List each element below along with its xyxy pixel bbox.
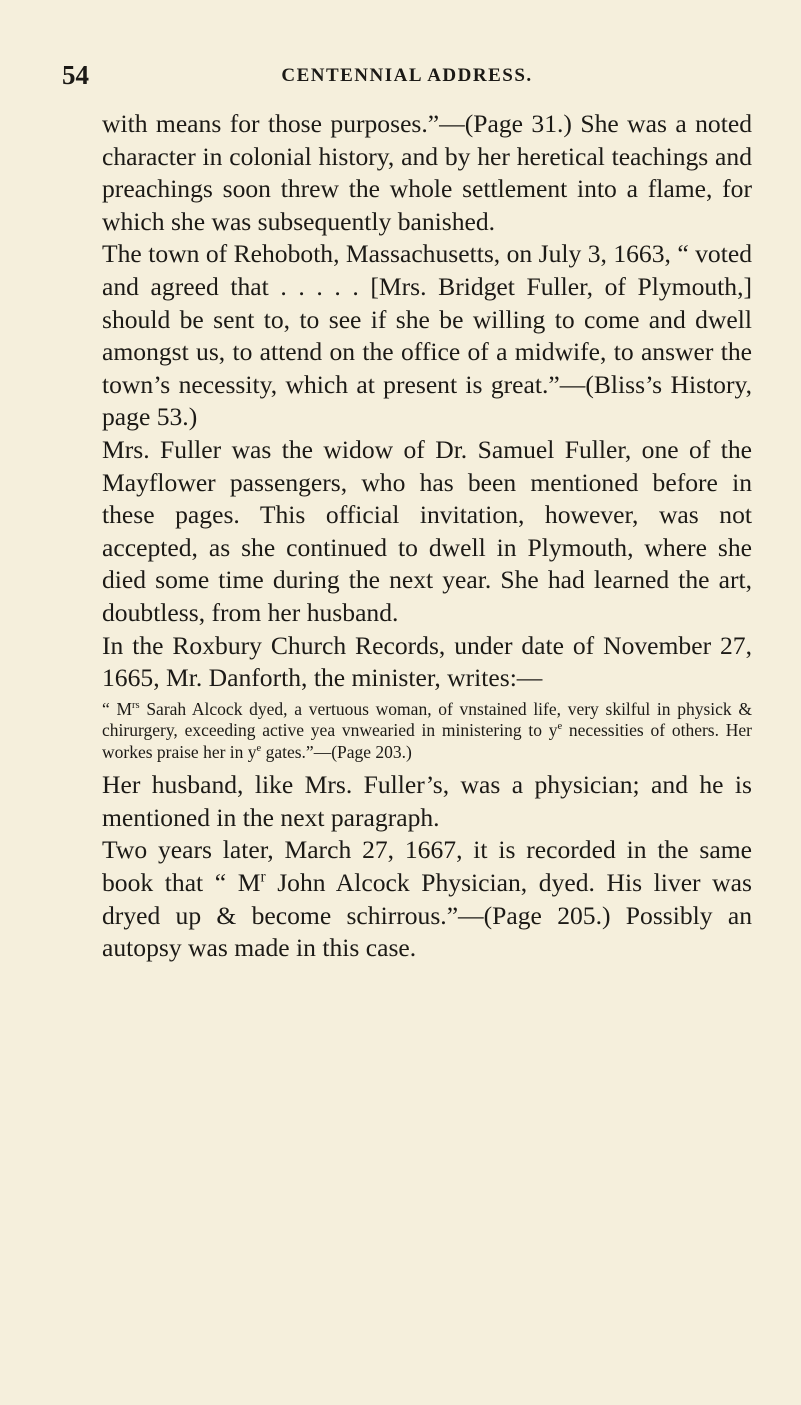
paragraph-roxbury: In the Roxbury Church Records, under date of November 27, 1665, Mr. Danforth, the minister, writes:—	[102, 630, 752, 693]
page-number: 54	[62, 60, 89, 90]
last-paragraph-text-1: Two years later, March 27, 1667, it is recorded in the same book that “ M	[102, 835, 752, 897]
paragraph-rehoboth: The town of Rehoboth, Massachusetts, on July 3, 1663, “ voted and agreed that . . . . . [Mrs. Bridget Fuller, of Plymouth,] should be sent to, to see if she be willing to come and dwell amongst us, to attend on the office of a midwife, to answer the town’s necessity, which at present is great.”—(Bliss’s History, page 53.)	[102, 239, 752, 432]
paragraph-mrs-fuller: Mrs. Fuller was the widow of Dr. Samuel Fuller, one of the Mayflower passengers, who has been mentioned before in these pages. This official invitation, however, was not accepted, as she continued to dwell in Plymouth, where she died some time during the next year. She had learned the art, doubtless, from her husband.	[102, 434, 752, 627]
last-paragraph-sup-r: r	[260, 868, 266, 886]
paragraph-two-years-later	[102, 834, 752, 964]
last-paragraph-text-2: John Alcock Physician, dyed. His liver was dryed up & become schirrous.”—(Page 205.) Possibly an autopsy was made in this case.	[102, 867, 752, 963]
quote-text-3: gates.”—(Page 203.)	[261, 741, 412, 762]
running-head	[62, 60, 752, 96]
quote-text-2: necessities of others. Her workes praise her in y	[102, 720, 752, 762]
paragraph-husband: Her husband, like Mrs. Fuller’s, was a physician; and he is mentioned in the next paragraph.	[102, 770, 752, 832]
quote-sup-e2: e	[256, 742, 262, 754]
block-quote	[102, 699, 752, 764]
quote-open: “ M	[102, 698, 133, 719]
body-text	[102, 108, 752, 965]
quote-text-1: Sarah Alcock dyed, a vertuous woman, of vnstained life, very skilful in physick & chirurgery, exceeding active yea vnwearied in ministering to y	[102, 698, 752, 741]
running-title: CENTENNIAL ADDRESS.	[281, 65, 533, 86]
paragraph-continuation: with means for those purposes.”—(Page 31.) She was a noted character in colonial history, and by her heretical teachings and preachings soon threw the whole settlement into a flame, for which she was subsequently banished.	[102, 109, 752, 236]
quote-sup-e1: e	[557, 721, 563, 733]
quote-sup-mrs: rs	[132, 699, 140, 711]
